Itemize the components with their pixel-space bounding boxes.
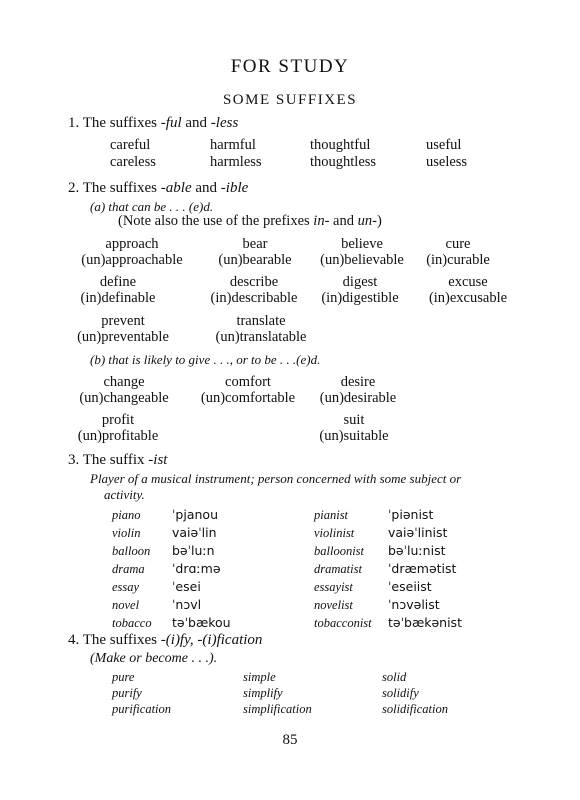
section-1-heading [68,115,238,132]
word: novelist [314,598,353,612]
base-word: profit [101,412,135,428]
phonetic: bəˈluːn [172,543,215,558]
section-number: 4. [68,632,80,648]
phonetic: ˈnɔvl [172,597,202,612]
word: drama [112,562,145,576]
section-3-description: activity. [104,487,145,502]
base-word: bear [242,236,268,252]
derived-word: (un)profitable [77,428,159,444]
word: solidification [382,702,448,716]
word: piano [112,508,141,522]
base-word: translate [236,313,286,329]
word: harmless [210,154,262,170]
phonetic: ˈeseiist [388,579,432,594]
base-word: excuse [448,274,488,290]
derived-word: (in)curable [426,252,490,268]
word: solid [382,670,407,684]
section-heading-text: The suffixes [82,115,158,131]
derived-word: (un)comfortable [200,390,296,406]
phonetic: ˈdræmətist [388,561,457,576]
word: essay [112,580,140,594]
phonetic: bəˈluːnist [388,543,446,558]
subsection-b-label: (b) that is likely to give . . ., or to be . . .(e)d. [90,352,321,367]
base-word: define [99,274,137,290]
word: simplify [243,686,283,700]
subsection-a-label: (a) that can be . . . (e)d. [90,199,214,214]
word: solidify [382,686,419,700]
derived-word: (un)translatable [215,329,307,345]
base-word: suit [343,412,365,428]
page-title: FOR STUDY [230,56,350,77]
phonetic: vaiəˈlinist [388,525,448,540]
word: useful [426,137,462,153]
suffix: -(i)fy, -(i)fication [160,632,263,648]
page-number: 85 [282,732,298,748]
phonetic: ˈnɔvəlist [388,597,440,612]
phonetic: təˈbækənist [388,615,462,630]
derived-word: (un)changeable [79,390,169,406]
word: tobacconist [314,616,372,630]
phonetic: ˈpiənist [388,507,434,522]
base-word: desire [340,374,376,390]
derived-word: (un)believable [320,252,404,268]
section-heading-text: The suffixes [82,180,158,196]
base-word: cure [445,236,471,252]
word: purification [112,702,172,716]
suffix: -less [210,115,239,131]
word: purify [112,686,142,700]
derived-word: (in)digestible [321,290,399,306]
section-4-description: (Make or become . . .). [90,651,218,666]
prefix: in- [313,213,330,229]
word: simple [243,670,276,684]
suffix: -ible [220,180,249,196]
section-number: 1. [68,115,80,131]
base-word: comfort [225,374,271,390]
derived-word: (un)approachable [81,252,183,268]
word: violinist [314,526,355,540]
base-word: digest [342,274,378,290]
word: essayist [314,580,353,594]
page-subtitle: SOME SUFFIXES [222,92,358,108]
base-word: change [103,374,145,390]
word: novel [112,598,140,612]
word: violin [112,526,141,540]
derived-word: (un)bearable [218,252,292,268]
section-4-heading [68,632,262,649]
word: useless [426,154,468,170]
note-text: and [333,213,354,229]
suffix: -able [160,180,192,196]
section-number: 2. [68,180,80,196]
conjunction: and [185,115,208,131]
word: dramatist [314,562,362,576]
base-word: describe [229,274,279,290]
section-heading-text: The suffix [82,452,145,468]
section-2-heading [68,180,248,197]
word: balloonist [314,544,365,558]
derived-word: (un)suitable [319,428,389,444]
word: balloon [112,544,151,558]
base-word: believe [341,236,383,252]
word: thoughtless [310,154,377,170]
derived-word: (in)definable [80,290,156,306]
derived-word: (un)preventable [77,329,169,345]
base-word: prevent [101,313,145,329]
note-text: ) [376,213,382,229]
word: careless [110,154,156,170]
section-heading-text: The suffixes [82,632,158,648]
conjunction: and [195,180,218,196]
prefix: un- [357,213,377,229]
word: pure [112,670,135,684]
word: tobacco [112,616,152,630]
word: simplification [243,702,312,716]
derived-word: (in)excusable [428,290,508,306]
suffix: -ful [160,115,182,131]
section-3-description: Player of a musical instrument; person concerned with some subject or [90,471,462,486]
phonetic: ˈdrɑːmə [172,561,221,576]
section-number: 3. [68,452,80,468]
phonetic: ˈesei [172,579,201,594]
derived-word: (un)desirable [319,390,397,406]
note-text: (Note also the use of the prefixes [118,213,310,229]
word: careful [110,137,151,153]
word: thoughtful [310,137,371,153]
note [118,213,382,230]
derived-word: (in)describable [210,290,298,306]
base-word: approach [105,236,159,252]
section-3-heading [68,452,167,469]
suffix: -ist [148,452,168,468]
phonetic: təˈbækou [172,615,231,630]
phonetic: ˈpjanou [172,507,218,522]
word: pianist [314,508,349,522]
word: harmful [210,137,256,153]
phonetic: vaiəˈlin [172,525,217,540]
